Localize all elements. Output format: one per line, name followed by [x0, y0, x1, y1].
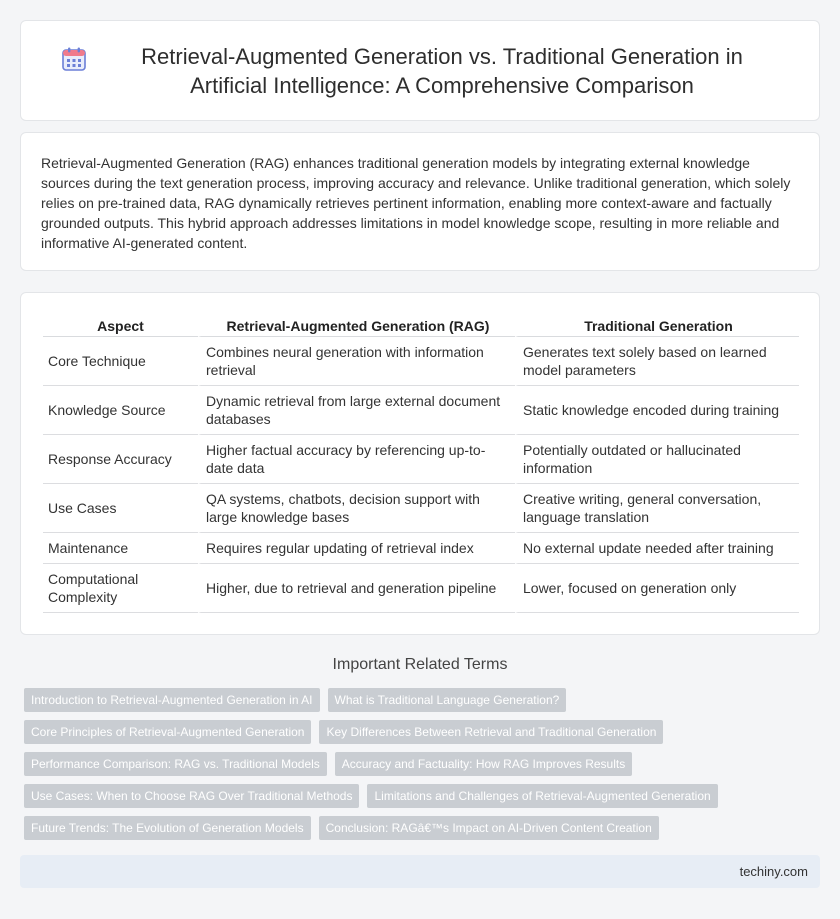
page-title: Retrieval-Augmented Generation vs. Traditional Generation in Artificial Intelligence: A Comprehensive Comparison [141, 43, 743, 98]
table-row [43, 564, 799, 613]
cell-traditional: Potentially outdated or hallucinated information [515, 435, 799, 484]
header-traditional: Traditional Generation [515, 315, 799, 337]
related-terms-title: Important Related Terms [332, 656, 508, 673]
cell-rag: Dynamic retrieval from large external document databases [198, 386, 515, 435]
title-card [20, 20, 820, 121]
related-term-tag[interactable]: Introduction to Retrieval-Augmented Generation in AI [24, 688, 320, 712]
cell-rag: Higher, due to retrieval and generation pipeline [198, 564, 515, 613]
cell-traditional: Lower, focused on generation only [515, 564, 799, 613]
intro-card [20, 132, 820, 271]
intro-paragraph: Retrieval-Augmented Generation (RAG) enhances traditional generation models by integrating external knowledge sources during the text generation process, improving accuracy and relevance. Unlike traditional generation, which solely relies on pre-trained data, RAG dynamically retrieves pertinent information, enabling more context-aware and factually grounded outputs. This hybrid approach addresses limitations in model knowledge scope, resulting in more reliable and informative AI-generated content. [41, 155, 791, 251]
cell-traditional: Generates text solely based on learned model parameters [515, 337, 799, 386]
comparison-table [43, 315, 799, 613]
tag-row [24, 720, 824, 744]
header-rag: Retrieval-Augmented Generation (RAG) [198, 315, 515, 337]
related-term-tag[interactable]: Core Principles of Retrieval-Augmented Generation [24, 720, 311, 744]
related-term-tag[interactable]: Future Trends: The Evolution of Generation Models [24, 816, 311, 840]
comparison-card [20, 292, 820, 635]
cell-aspect: Knowledge Source [43, 386, 198, 435]
related-term-tag[interactable]: What is Traditional Language Generation? [328, 688, 567, 712]
tag-row [24, 752, 824, 776]
table-row [43, 337, 799, 386]
table-row [43, 533, 799, 564]
header-aspect: Aspect [43, 315, 198, 337]
cell-rag: Requires regular updating of retrieval index [198, 533, 515, 564]
related-term-tag[interactable]: Performance Comparison: RAG vs. Traditional Models [24, 752, 327, 776]
cell-rag: Combines neural generation with information retrieval [198, 337, 515, 386]
title-wrap [21, 42, 819, 100]
tag-row [24, 688, 824, 712]
related-term-tag[interactable]: Accuracy and Factuality: How RAG Improves Results [335, 752, 632, 776]
cell-aspect: Use Cases [43, 484, 198, 533]
cell-traditional: Creative writing, general conversation, language translation [515, 484, 799, 533]
cell-aspect: Computational Complexity [43, 564, 198, 613]
cell-aspect: Response Accuracy [43, 435, 198, 484]
cell-traditional: No external update needed after training [515, 533, 799, 564]
footer [20, 855, 820, 888]
cell-aspect: Core Technique [43, 337, 198, 386]
cell-traditional: Static knowledge encoded during training [515, 386, 799, 435]
related-terms-list [24, 688, 824, 848]
related-term-tag[interactable]: Use Cases: When to Choose RAG Over Traditional Methods [24, 784, 359, 808]
cell-rag: Higher factual accuracy by referencing up-to-date data [198, 435, 515, 484]
cell-rag: QA systems, chatbots, decision support with large knowledge bases [198, 484, 515, 533]
related-term-tag[interactable]: Limitations and Challenges of Retrieval-Augmented Generation [367, 784, 717, 808]
table-row [43, 435, 799, 484]
related-term-tag[interactable]: Key Differences Between Retrieval and Traditional Generation [319, 720, 663, 744]
footer-site-link[interactable]: techiny.com [739, 864, 808, 879]
tag-row [24, 784, 824, 808]
table-row [43, 386, 799, 435]
table-row [43, 484, 799, 533]
cell-aspect: Maintenance [43, 533, 198, 564]
tag-row [24, 816, 824, 840]
related-term-tag[interactable]: Conclusion: RAGâ€™s Impact on AI-Driven Content Creation [319, 816, 659, 840]
table-header-row [43, 315, 799, 337]
calendar-icon [61, 46, 87, 72]
